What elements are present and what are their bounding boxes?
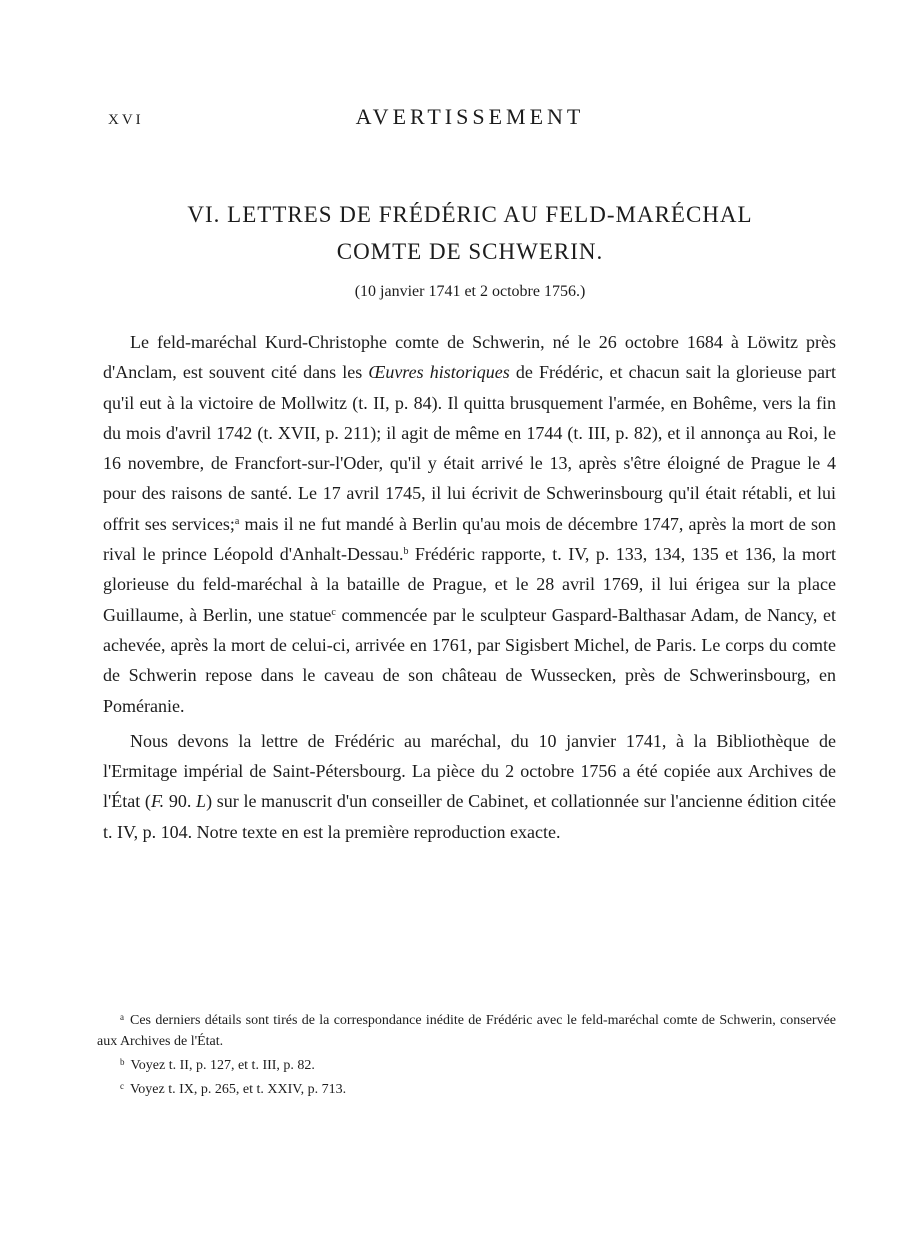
note-marker-b: b bbox=[403, 546, 409, 558]
paragraph-2 bbox=[103, 726, 836, 847]
archive-reference: F. bbox=[150, 791, 165, 812]
footnote bbox=[97, 1076, 836, 1100]
section-title bbox=[100, 196, 840, 270]
paragraph-1-text: Le feld-maréchal Kurd-Christophe comte de Schwerin, né le 26 octobre 1684 à Löwitz près d'Anclam, est souvent cité dans les bbox=[103, 332, 836, 383]
paragraph-1-text: commencée par le sculpteur Gaspard-Balthasar Adam, de Nancy, et achevée, après la mort de celui-ci, arrivée en 1761, par Sigisbert Michel, de Paris. Le corps du comte de Schwerin repose dans le caveau de son château de Wussecken, près de Schwerinsbourg, en Poméranie. bbox=[103, 604, 836, 716]
paragraph-1-text: de Frédéric, et chacun sait la glorieuse part qu'il eut à la victoire de Mollwitz (t. II, p. 84). Il quitta brusquement l'armée, en Bohême, vers la fin du mois d'avril 1742 (t. XVII, p. 211); il agit de même en 1744 (t. III, p. 82), et il annonça au Roi, le 16 novembre, de Francfort-sur-l'Oder, qu'il y était arrivé le 13, après s'être éloigné de Prague le 4 pour des raisons de santé. Le 17 avril 1745, il lui écrivit de Schwerinsbourg qu'il était rétabli, et lui offrit ses services; bbox=[103, 362, 836, 534]
work-title: Œuvres historiques bbox=[368, 362, 510, 383]
section-title-line-2: COMTE DE SCHWERIN. bbox=[336, 239, 604, 264]
paragraph-2-text: Nous devons la lettre de Frédéric au maréchal, du 10 janvier 1741, à la Bibliothèque de l'Ermitage impérial de Saint-Pétersbourg. La pièce du 2 octobre 1756 a été copiée aux Archives de l'État ( bbox=[103, 730, 836, 812]
paragraph-2-text: ) sur le manuscrit d'un conseiller de Cabinet, et collationnée sur l'ancienne édition citée t. IV, p. 104. Notre texte en est la première reproduction exacte. bbox=[103, 791, 836, 842]
footnote-text: Ces derniers détails sont tirés de la correspondance inédite de Frédéric avec le feld-maréchal comte de Schwerin, conservée aux Archives de l'État. bbox=[97, 1013, 836, 1049]
footnote bbox=[97, 1007, 836, 1052]
footnote-mark: a bbox=[120, 1012, 124, 1022]
page-header bbox=[0, 104, 900, 134]
footnotes bbox=[97, 1007, 836, 1100]
section-title-line-1: VI. LETTRES DE FRÉDÉRIC AU FELD-MARÉCHAL bbox=[187, 202, 753, 227]
paragraph-1-text: Frédéric rapporte, t. IV, p. 133, 134, 135 et 136, la mort glorieuse du feld-maréchal à la bataille de Prague, et le 28 avril 1769, il lui érigea sur la place Guillaume, à Berlin, une statue bbox=[103, 544, 836, 625]
archive-reference: L bbox=[196, 791, 207, 812]
footnote bbox=[97, 1052, 836, 1076]
body-text bbox=[103, 327, 836, 847]
paragraph-1 bbox=[103, 327, 836, 721]
footnote-text: Voyez t. II, p. 127, et t. III, p. 82. bbox=[130, 1058, 315, 1073]
footnote-text: Voyez t. IX, p. 265, et t. XXIV, p. 713. bbox=[130, 1082, 347, 1097]
page-number: XVI bbox=[108, 112, 144, 128]
running-title: AVERTISSEMENT bbox=[355, 104, 585, 129]
paragraph-2-text: 90. bbox=[164, 791, 197, 812]
footnote-mark: b bbox=[120, 1057, 125, 1067]
paragraph-1-text: mais il ne fut mandé à Berlin qu'au mois de décembre 1747, après la mort de son rival le prince Léopold d'Anhalt-Dessau. bbox=[103, 513, 836, 565]
note-marker-a: a bbox=[234, 515, 240, 527]
footnote-mark: c bbox=[120, 1081, 124, 1091]
note-marker-c: c bbox=[331, 606, 336, 618]
section-dates: (10 janvier 1741 et 2 octobre 1756.) bbox=[354, 283, 586, 300]
